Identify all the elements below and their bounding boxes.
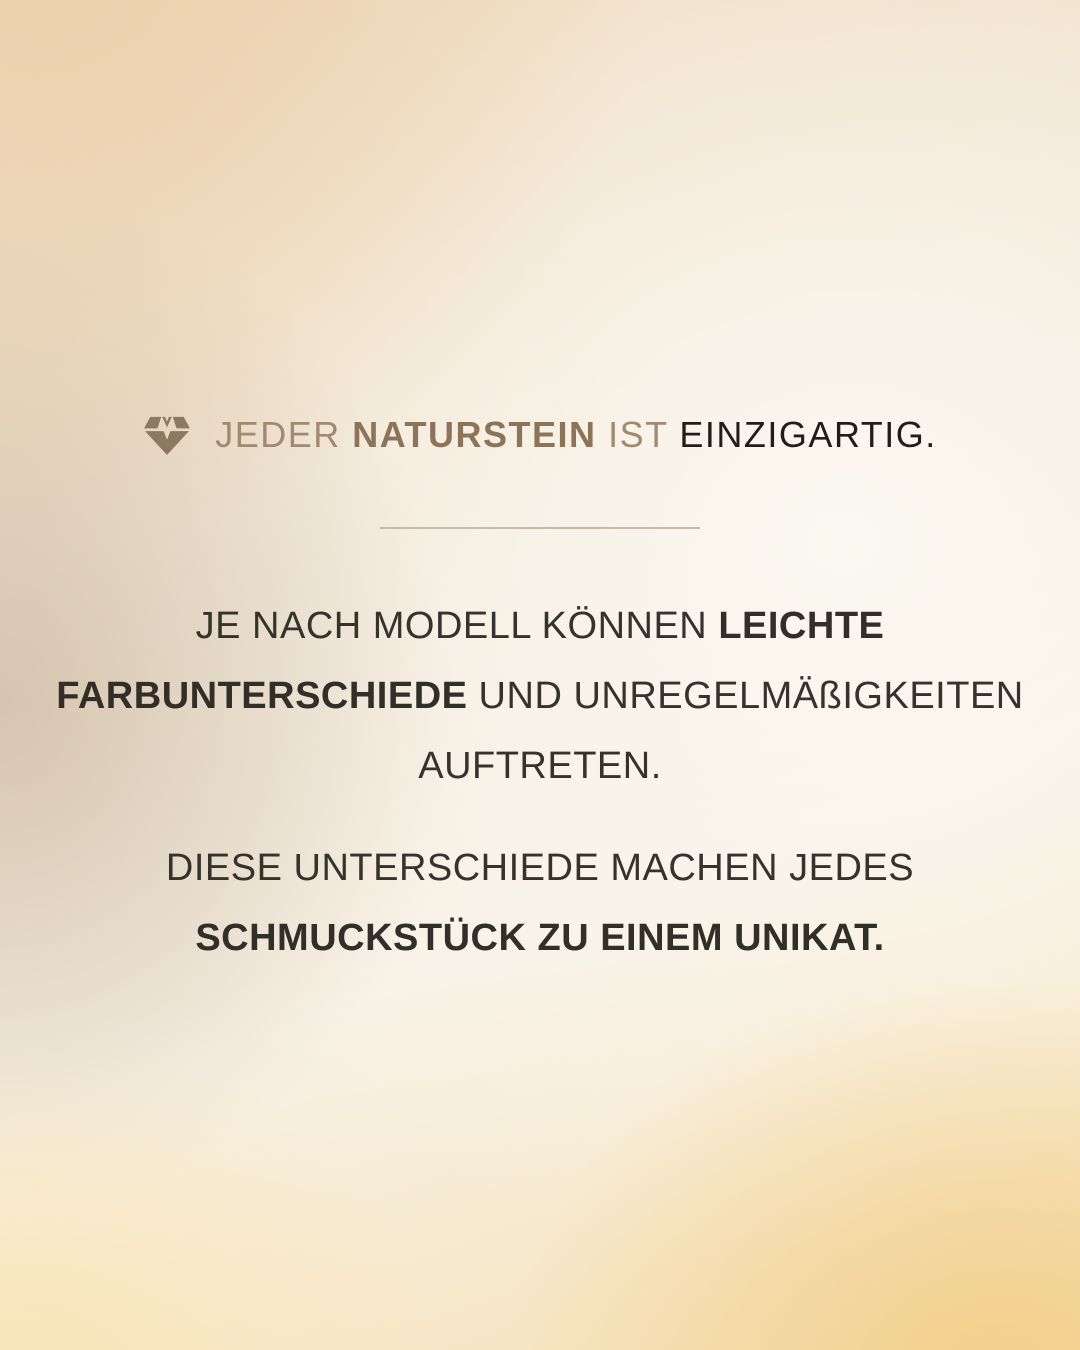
headline-segment-ist: IST bbox=[596, 414, 680, 455]
text-line bbox=[40, 661, 1040, 731]
text-line bbox=[40, 591, 1040, 661]
text-segment: AUFTRETEN. bbox=[418, 745, 662, 787]
headline bbox=[0, 403, 1080, 467]
headline-text bbox=[215, 414, 937, 455]
headline-segment-jeder: JEDER bbox=[215, 414, 353, 455]
paragraph-unikat bbox=[40, 833, 1040, 973]
text-line bbox=[40, 833, 1040, 903]
text-segment-leichte: LEICHTE bbox=[718, 605, 885, 647]
diamond-icon bbox=[143, 414, 191, 456]
text-segment-schmuckstueck: SCHMUCKSTÜCK ZU EINEM UNIKAT. bbox=[195, 917, 885, 959]
text-segment: DIESE UNTERSCHIEDE MACHEN JEDES bbox=[165, 847, 915, 889]
text-segment: UND UNREGELMÄßIGKEITEN bbox=[467, 675, 1024, 717]
divider-line bbox=[380, 527, 700, 529]
headline-segment-einzigartig: EINZIGARTIG. bbox=[679, 414, 937, 455]
text-segment: JE NACH MODELL KÖNNEN bbox=[195, 605, 719, 647]
text-line bbox=[40, 903, 1040, 973]
headline-segment-naturstein: NATURSTEIN bbox=[352, 414, 597, 455]
text-segment-farbunterschiede: FARBUNTERSCHIEDE bbox=[56, 675, 468, 717]
text-line bbox=[40, 731, 1040, 801]
paragraph-farbunterschiede bbox=[40, 591, 1040, 801]
